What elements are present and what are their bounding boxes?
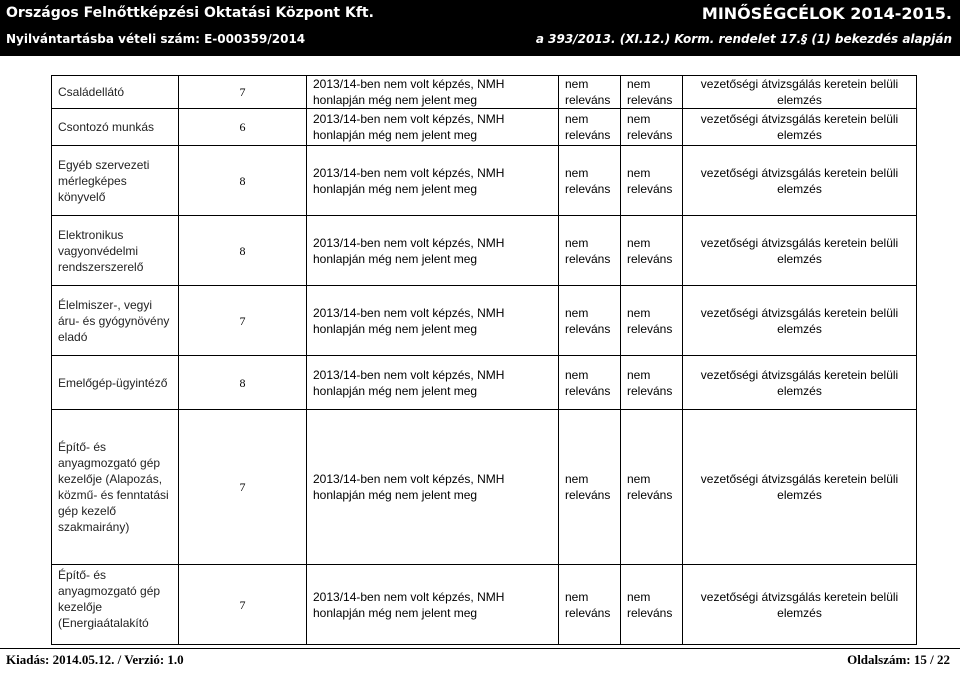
evaluation-note: vezetőségi átvizsgálás keretein belüli elemzés xyxy=(683,410,917,565)
quality-goals-title: MINŐSÉGCÉLOK 2014-2015. xyxy=(701,4,952,23)
status-text: 2013/14-ben nem volt képzés, NMH honlapján még nem jelent meg xyxy=(307,146,559,216)
table-row xyxy=(52,76,917,109)
hours-value: 6 xyxy=(179,109,307,146)
relevance-value: nem releváns xyxy=(559,109,621,146)
hours-value: 8 xyxy=(179,356,307,410)
relevance-value: nem releváns xyxy=(559,76,621,109)
course-name: Elektronikus vagyonvédelmi rendszerszerelő xyxy=(52,216,179,286)
status-text: 2013/14-ben nem volt képzés, NMH honlapján még nem jelent meg xyxy=(307,286,559,356)
evaluation-note: vezetőségi átvizsgálás keretein belüli elemzés xyxy=(683,356,917,410)
relevance-value-2: nem releváns xyxy=(621,146,683,216)
decree-reference: a 393/2013. (XI.12.) Korm. rendelet 17.§ (1) bekezdés alapján xyxy=(535,32,952,46)
evaluation-note: vezetőségi átvizsgálás keretein belüli elemzés xyxy=(683,109,917,146)
course-name: Építő- és anyagmozgató gép kezelője (Alapozás, közmű- és fenntatási gép kezelő szakmairány) xyxy=(52,410,179,565)
course-name: Egyéb szervezeti mérlegképes könyvelő xyxy=(52,146,179,216)
evaluation-note: vezetőségi átvizsgálás keretein belüli elemzés xyxy=(683,76,917,109)
training-table xyxy=(51,75,917,645)
course-name: Csontozó munkás xyxy=(52,109,179,146)
table-row xyxy=(52,410,917,565)
hours-value: 7 xyxy=(179,286,307,356)
relevance-value: nem releváns xyxy=(559,286,621,356)
status-text: 2013/14-ben nem volt képzés, NMH honlapján még nem jelent meg xyxy=(307,76,559,109)
table-row xyxy=(52,146,917,216)
registration-number: Nyilvántartásba vételi szám: E-000359/2014 xyxy=(6,32,306,46)
page-number: Oldalszám: 15 / 22 xyxy=(847,652,950,667)
issue-version: Kiadás: 2014.05.12. / Verzió: 1.0 xyxy=(6,652,184,667)
course-name: Emelőgép-ügyintéző xyxy=(52,356,179,410)
evaluation-note: vezetőségi átvizsgálás keretein belüli elemzés xyxy=(683,216,917,286)
hours-value: 7 xyxy=(179,76,307,109)
status-text: 2013/14-ben nem volt képzés, NMH honlapján még nem jelent meg xyxy=(307,565,559,645)
relevance-value-2: nem releváns xyxy=(621,356,683,410)
course-name: Családellátó xyxy=(52,76,179,109)
evaluation-note: vezetőségi átvizsgálás keretein belüli elemzés xyxy=(683,146,917,216)
relevance-value-2: nem releváns xyxy=(621,109,683,146)
relevance-value: nem releváns xyxy=(559,410,621,565)
relevance-value-2: nem releváns xyxy=(621,216,683,286)
relevance-value-2: nem releváns xyxy=(621,286,683,356)
course-name: Élelmiszer-, vegyi áru- és gyógynövény eladó xyxy=(52,286,179,356)
page-header xyxy=(0,0,960,56)
evaluation-note: vezetőségi átvizsgálás keretein belüli elemzés xyxy=(683,565,917,645)
status-text: 2013/14-ben nem volt képzés, NMH honlapján még nem jelent meg xyxy=(307,410,559,565)
relevance-value: nem releváns xyxy=(559,216,621,286)
hours-value: 7 xyxy=(179,565,307,645)
relevance-value-2: nem releváns xyxy=(621,76,683,109)
org-name: Országos Felnőttképzési Oktatási Központ Kft. xyxy=(6,5,374,21)
table-row xyxy=(52,565,917,645)
table-row xyxy=(52,356,917,410)
table-row xyxy=(52,216,917,286)
table-row xyxy=(52,109,917,146)
relevance-value: nem releváns xyxy=(559,565,621,645)
table-row xyxy=(52,286,917,356)
status-text: 2013/14-ben nem volt képzés, NMH honlapján még nem jelent meg xyxy=(307,216,559,286)
course-name: Építő- és anyagmozgató gép kezelője (Energiaátalakító xyxy=(52,565,179,645)
page-footer xyxy=(0,648,960,669)
relevance-value: nem releváns xyxy=(559,356,621,410)
status-text: 2013/14-ben nem volt képzés, NMH honlapján még nem jelent meg xyxy=(307,356,559,410)
evaluation-note: vezetőségi átvizsgálás keretein belüli elemzés xyxy=(683,286,917,356)
status-text: 2013/14-ben nem volt képzés, NMH honlapján még nem jelent meg xyxy=(307,109,559,146)
relevance-value: nem releváns xyxy=(559,146,621,216)
relevance-value-2: nem releváns xyxy=(621,410,683,565)
table-body xyxy=(52,76,917,645)
hours-value: 8 xyxy=(179,146,307,216)
hours-value: 7 xyxy=(179,410,307,565)
relevance-value-2: nem releváns xyxy=(621,565,683,645)
hours-value: 8 xyxy=(179,216,307,286)
